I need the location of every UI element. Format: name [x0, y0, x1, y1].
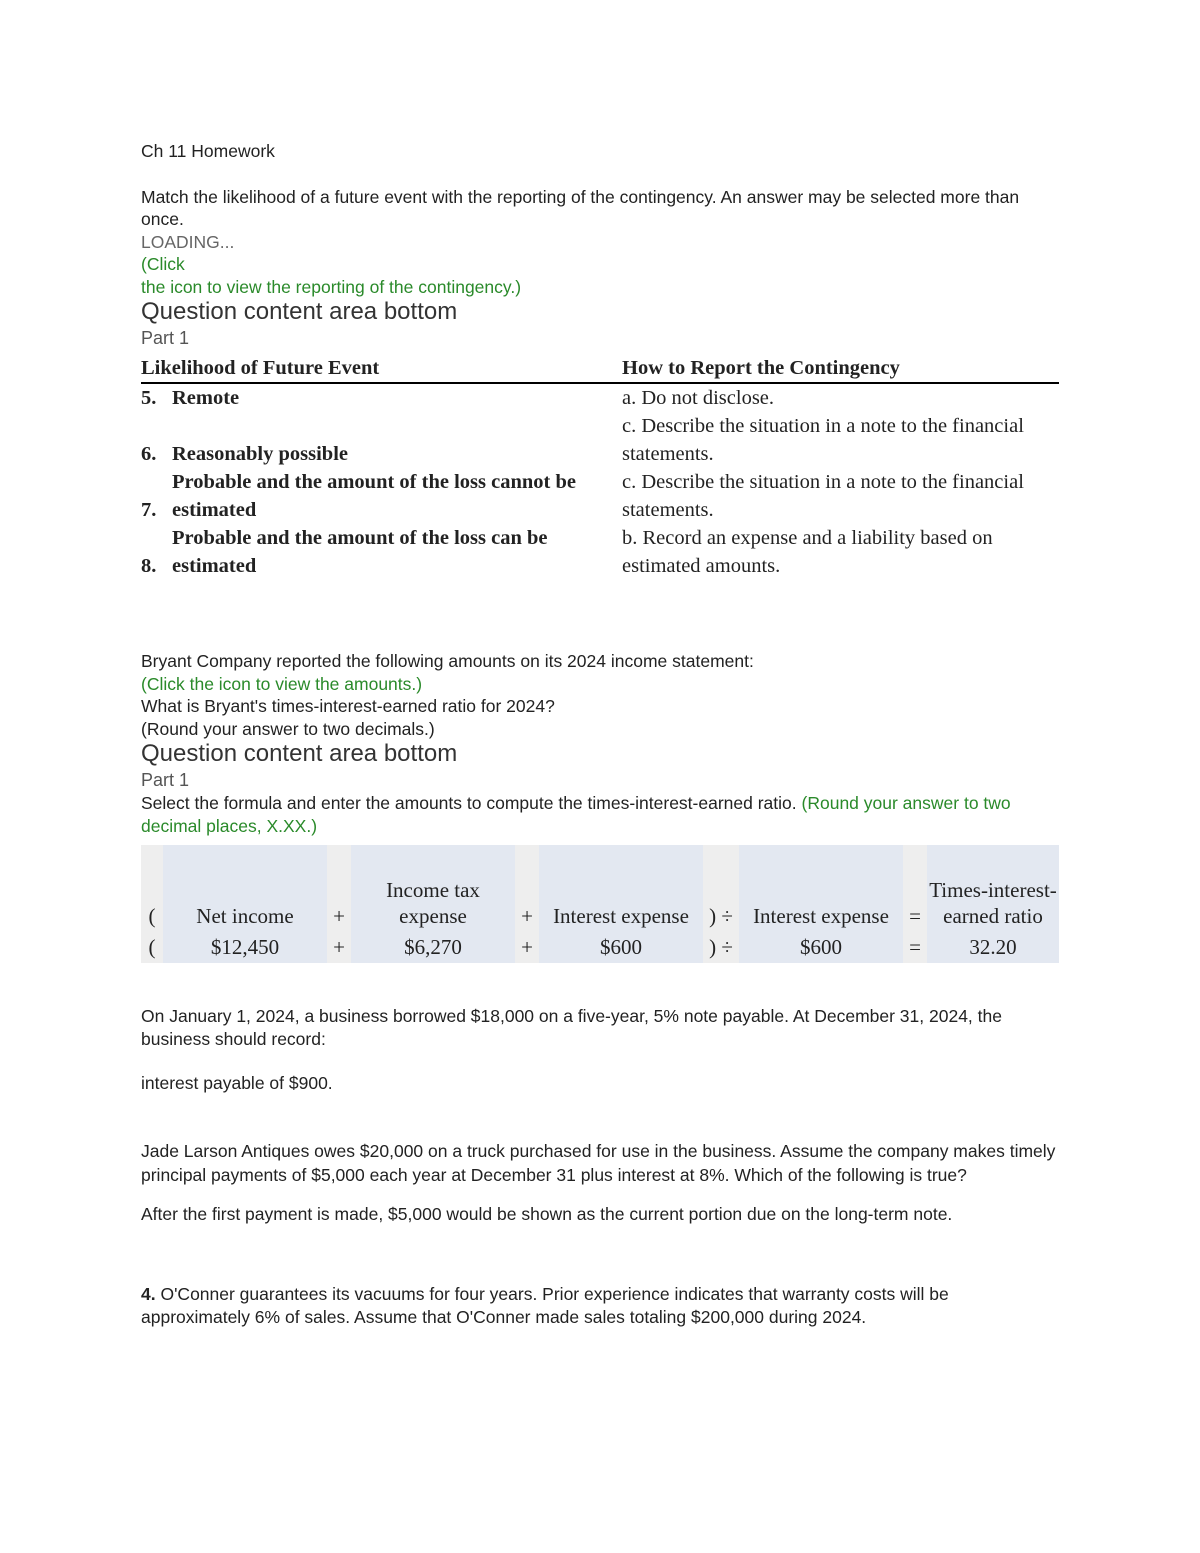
q2-intro: Bryant Company reported the following amounts on its 2024 income statement: — [141, 651, 754, 671]
doc-title: Ch 11 Homework — [141, 141, 275, 161]
document-page — [141, 140, 1059, 1328]
col-report: How to Report the Contingency — [622, 354, 1059, 383]
formula-label-result: Times-interest-earned ratio — [927, 845, 1059, 931]
equals-sign: = — [903, 931, 927, 963]
close-paren-divide: ) ÷ — [703, 845, 739, 931]
equals-sign: = — [903, 845, 927, 931]
row-report-answer[interactable]: a. Do not disclose. — [622, 387, 775, 409]
row-number: 5. — [141, 387, 157, 409]
contingency-table — [141, 354, 1059, 580]
formula-values-row — [141, 931, 1059, 963]
q2-section-heading: Question content area bottom — [141, 740, 458, 767]
q5-number: 4. — [141, 1284, 156, 1304]
q2-instruction — [141, 792, 1059, 837]
row-event: Reasonably possible — [172, 443, 349, 465]
q2-round-note: (Round your answer to two decimals.) — [141, 718, 435, 739]
q1-part: Part 1 — [141, 328, 190, 348]
q1-prompt: Match the likelihood of a future event with the reporting of the contingency. An answer may be selected more than once. — [141, 186, 1020, 229]
row-event: Probable and the amount of the loss can be estimated — [172, 527, 548, 577]
input-interest[interactable]: $600 — [539, 931, 703, 963]
q4-text: Jade Larson Antiques owes $20,000 on a truck purchased for use in the business. Assume the company makes timely principal payments of $5,000 each year at December 31 plus interest at 8%. Which of the following is true? — [141, 1140, 1056, 1185]
q2-question: What is Bryant's times-interest-earned ratio for 2024? — [141, 696, 555, 716]
q5-body: O'Conner guarantees its vacuums for four years. Prior experience indicates that warranty costs will be approximately 6% of sales. Assume that O'Conner made sales totaling $200,000 during 2024. — [141, 1284, 949, 1327]
col-likelihood: Likelihood of Future Event — [141, 354, 622, 383]
row-number: 8. — [141, 555, 157, 577]
q3-text: On January 1, 2024, a business borrowed $18,000 on a five-year, 5% note payable. At December 31, 2024, the business should record: — [141, 1006, 1002, 1049]
row-event: Probable and the amount of the loss cannot be estimated — [172, 471, 576, 521]
plus-sign: + — [515, 845, 539, 931]
input-interest-divisor[interactable]: $600 — [739, 931, 903, 963]
q2-click-link[interactable]: (Click the icon to view the amounts.) — [141, 673, 423, 694]
row-number: 7. — [141, 499, 157, 521]
q1-section-heading: Question content area bottom — [141, 298, 458, 325]
formula-label-net-income[interactable]: Net income — [163, 845, 327, 931]
row-report-answer[interactable]: b. Record an expense and a liability based on estimated amounts. — [622, 527, 993, 577]
formula-label-income-tax[interactable]: Income tax expense — [351, 845, 515, 931]
plus-sign: + — [327, 845, 351, 931]
q5-text — [141, 1283, 1059, 1328]
input-net-income[interactable]: $12,450 — [163, 931, 327, 963]
row-number: 6. — [141, 443, 157, 465]
row-report-answer[interactable]: c. Describe the situation in a note to the financial statements. — [622, 415, 1024, 465]
plus-sign: + — [327, 931, 351, 963]
formula-header-row — [141, 845, 1059, 931]
input-result[interactable]: 32.20 — [927, 931, 1059, 963]
contingency-header-row — [141, 354, 1059, 383]
q2-instruction-round: (Round your answer to two decimal places, X.XX.) — [141, 793, 1011, 836]
q4-answer: After the first payment is made, $5,000 would be shown as the current portion due on the long-term note. — [141, 1203, 953, 1224]
table-row — [141, 524, 1059, 580]
q2-part: Part 1 — [141, 770, 190, 790]
q1-loading: LOADING... — [141, 231, 235, 252]
q1-click-link-cont[interactable]: the icon to view the reporting of the contingency.) — [141, 276, 522, 297]
formula-label-interest-divisor[interactable]: Interest expense — [739, 845, 903, 931]
plus-sign: + — [515, 931, 539, 963]
table-row — [141, 468, 1059, 524]
input-income-tax[interactable]: $6,270 — [351, 931, 515, 963]
open-paren: ( — [141, 931, 163, 963]
table-row — [141, 383, 1059, 412]
formula-table — [141, 845, 1059, 963]
formula-label-interest[interactable]: Interest expense — [539, 845, 703, 931]
close-paren-divide: ) ÷ — [703, 931, 739, 963]
q1-click-link[interactable]: (Click — [141, 254, 185, 274]
open-paren: ( — [141, 845, 163, 931]
q3-answer: interest payable of $900. — [141, 1073, 333, 1093]
table-row — [141, 412, 1059, 468]
q2-instruction-text: Select the formula and enter the amounts to compute the times-interest-earned ratio. — [141, 793, 797, 813]
row-report-answer[interactable]: c. Describe the situation in a note to the financial statements. — [622, 471, 1024, 521]
row-event: Remote — [172, 387, 240, 409]
